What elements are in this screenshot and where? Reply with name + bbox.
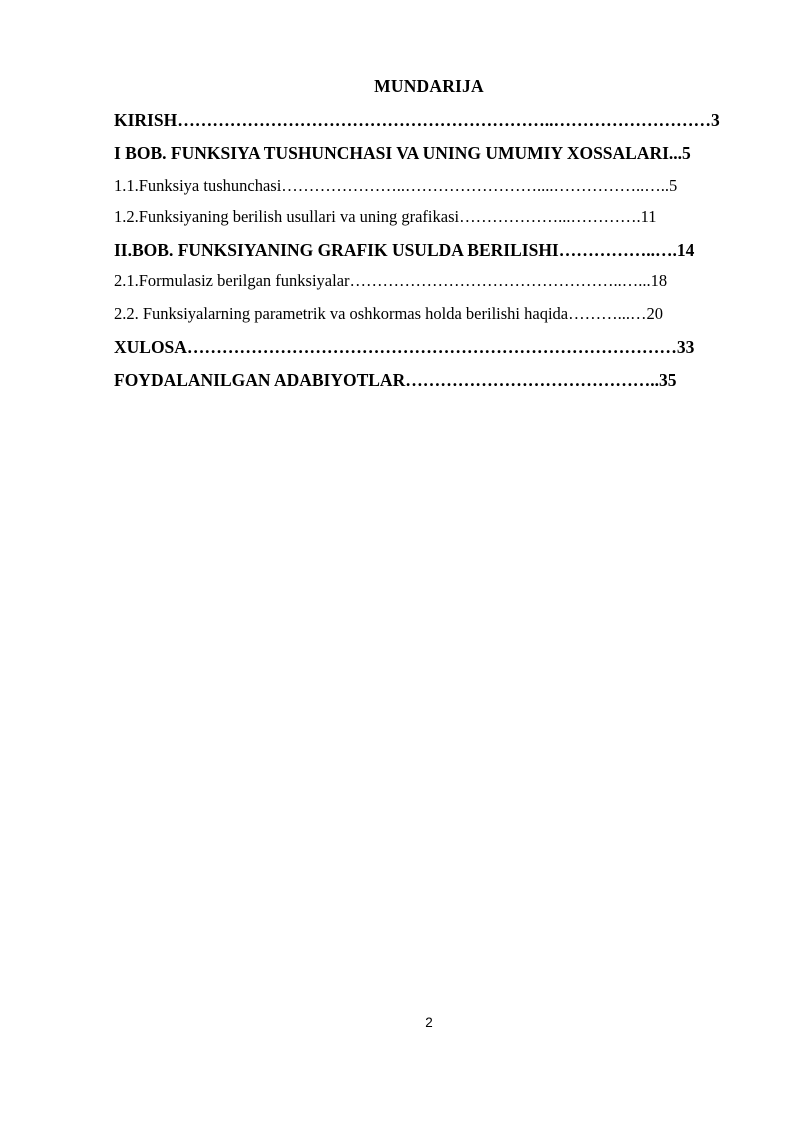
- toc-entry-xulosa: XULOSA…………………………………………………………………………33: [114, 337, 695, 357]
- toc-entry-chapter-1: I BOB. FUNKSIYA TUSHUNCHASI VA UNING UMUMIY XOSSALARI...5: [114, 143, 691, 163]
- page-number: 2: [425, 1015, 433, 1030]
- toc-entry-references: FOYDALANILGAN ADABIYOTLAR……………………………………..35: [114, 370, 677, 390]
- toc-entry-chapter-2: II.BOB. FUNKSIYANING GRAFIK USULDA BERILISHI……………..….14: [114, 240, 695, 260]
- toc-entry-kirish: KIRISH………………………………………………………..………………………3: [114, 110, 720, 130]
- toc-entry-section-1-1: 1.1.Funksiya tushunchasi…………………..……………………....……………..…..5: [114, 176, 678, 195]
- toc-heading: MUNDARIJA: [374, 76, 484, 96]
- toc-entry-section-1-2: 1.2.Funksiyaning berilish usullari va uning grafikasi………………...………….11: [114, 207, 657, 226]
- toc-entry-section-2-1: 2.1.Formulasiz berilgan funksiyalar…………………………………………..…...18: [114, 271, 668, 290]
- toc-entry-section-2-2: 2.2. Funksiyalarning parametrik va oshkormas holda berilishi haqida………...…20: [114, 304, 663, 323]
